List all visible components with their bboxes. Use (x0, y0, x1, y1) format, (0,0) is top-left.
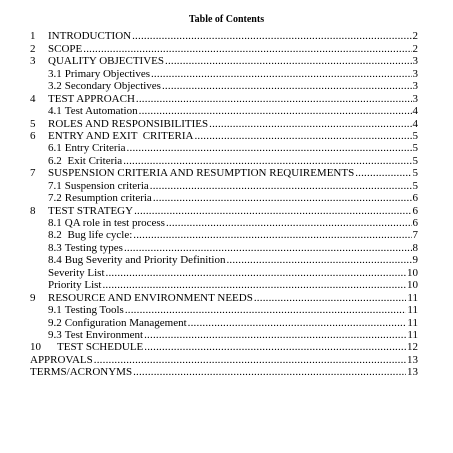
toc-entry[interactable] (30, 92, 418, 104)
toc-entry-page: 10 (407, 279, 418, 292)
toc-entry-label: QA role in test process (64, 217, 165, 229)
toc-entry-number: 6.1 (48, 142, 62, 155)
toc-entry-page: 3 (412, 80, 418, 93)
toc-entry-number: 8.4 (48, 254, 62, 267)
toc-entry[interactable] (30, 42, 418, 54)
toc-entry-page: 11 (407, 304, 418, 317)
toc-leader-dots (125, 304, 407, 316)
toc-entry-number: 9.1 (48, 304, 62, 317)
toc-entry-page: 6 (412, 217, 418, 229)
toc-entry-page: 2 (412, 30, 418, 43)
toc-entry-page: 6 (412, 204, 418, 217)
toc-entry[interactable] (30, 142, 418, 154)
toc-entry-page: 3 (412, 55, 418, 68)
toc-entry-label: Configuration Management (64, 316, 187, 329)
toc-entry[interactable] (30, 117, 418, 129)
toc-leader-dots (139, 105, 412, 117)
toc-entry-label: TERMS/ACRONYMS (30, 366, 133, 379)
toc-entry-label: Secondary Objectives (64, 80, 161, 93)
toc-entry[interactable] (30, 316, 418, 328)
toc-entry-page: 13 (407, 366, 418, 379)
toc-entry-number: 2 (30, 42, 36, 55)
toc-entry-label: ROLES AND RESPONSIBILITIES (48, 117, 209, 130)
toc-entry-page: 5 (412, 179, 418, 192)
toc-entry-number: 3 (30, 55, 36, 68)
toc-leader-dots (151, 68, 412, 80)
toc-entry-label: TEST APPROACH (48, 92, 135, 105)
toc-entry-label: Entry Criteria (64, 142, 126, 155)
toc-leader-dots (153, 192, 412, 204)
toc-entry-label: QUALITY OBJECTIVES (48, 55, 164, 68)
toc-leader-dots (144, 329, 406, 341)
toc-leader-dots (132, 30, 411, 42)
toc-entry-page: 2 (412, 42, 418, 55)
toc-entry-number: 9.2 (48, 316, 62, 329)
toc-leader-dots (94, 354, 406, 366)
toc-entry-number: 8 (30, 204, 36, 217)
toc-entry-number: 4 (30, 92, 36, 105)
toc-entry-number: 1 (30, 30, 36, 43)
toc-entry-page: 11 (407, 316, 418, 329)
toc-entry-page: 10 (407, 266, 418, 279)
toc-entry-number: 7.1 (48, 179, 62, 192)
toc-entry-number: 6.2 (48, 154, 62, 167)
toc-entry[interactable] (30, 341, 418, 353)
toc-entry-page: 7 (412, 229, 418, 242)
toc-entry[interactable] (30, 266, 418, 278)
toc-leader-dots (106, 267, 406, 279)
toc-entry[interactable] (30, 192, 418, 204)
toc-entry-page: 9 (412, 254, 418, 267)
toc-leader-dots (226, 254, 411, 266)
toc-leader-dots (83, 43, 411, 55)
toc-entry-number: 8.3 (48, 241, 62, 254)
toc-entry[interactable] (30, 366, 418, 378)
toc-entry-number: 3.1 (48, 67, 62, 80)
toc-entry-number: 9.3 (48, 328, 62, 341)
toc-entry[interactable] (30, 30, 418, 42)
toc-entry[interactable] (30, 254, 418, 266)
toc-entry-label: TEST STRATEGY (48, 204, 134, 217)
toc-entry[interactable] (30, 229, 418, 241)
toc-entry-label: Testing types (64, 241, 123, 254)
toc-leader-dots (355, 167, 411, 179)
toc-entry-page: 5 (412, 167, 418, 180)
toc-entry[interactable] (30, 241, 418, 253)
toc-leader-dots (254, 292, 407, 304)
toc-entry-number: 10 (30, 341, 41, 354)
toc-list (30, 30, 418, 378)
toc-entry-label: SCOPE (48, 42, 83, 55)
toc-entry-number: 4.1 (48, 105, 62, 118)
toc-entry-page: 11 (407, 291, 418, 304)
toc-entry-label: Severity List (48, 266, 105, 279)
toc-entry-number: 7.2 (48, 192, 62, 205)
toc-entry-label: SUSPENSION CRITERIA AND RESUMPTION REQUIREMENTS (48, 167, 355, 180)
toc-leader-dots (209, 118, 411, 130)
toc-leader-dots (134, 205, 411, 217)
toc-entry-label: Test Environment (64, 328, 144, 341)
toc-entry-label: INTRODUCTION (48, 30, 132, 43)
toc-entry-label: RESOURCE AND ENVIRONMENT NEEDS (48, 291, 253, 304)
toc-title: Table of Contents (188, 14, 265, 25)
toc-entry[interactable] (30, 179, 418, 191)
toc-entry-label: Exit Criteria (64, 154, 123, 167)
toc-entry-number: 9 (30, 291, 36, 304)
toc-entry[interactable] (30, 353, 418, 365)
toc-leader-dots (144, 341, 406, 353)
toc-leader-dots (123, 155, 411, 167)
toc-entry-label: Testing Tools (64, 304, 124, 317)
toc-entry-page: 3 (412, 92, 418, 105)
toc-entry-page: 6 (412, 192, 418, 205)
toc-entry-label: APPROVALS (30, 353, 93, 366)
toc-leader-dots (127, 142, 412, 154)
toc-entry[interactable] (30, 80, 418, 92)
toc-entry-label: Test Automation (64, 105, 138, 118)
toc-leader-dots (150, 180, 412, 192)
toc-entry[interactable] (30, 154, 418, 166)
toc-leader-dots (194, 130, 411, 142)
toc-leader-dots (102, 279, 406, 291)
toc-entry-number: 5 (30, 117, 36, 130)
toc-leader-dots (136, 93, 412, 105)
toc-leader-dots (133, 229, 411, 241)
toc-entry-number: 8.1 (48, 217, 62, 229)
toc-entry-label: Primary Objectives (64, 67, 150, 80)
toc-entry-page: 5 (412, 154, 418, 167)
toc-entry-page: 8 (412, 241, 418, 254)
toc-leader-dots (165, 55, 412, 67)
toc-entry-page: 5 (412, 129, 418, 142)
toc-entry-label: Bug Severity and Priority Definition (64, 254, 226, 267)
toc-entry[interactable] (30, 130, 418, 142)
toc-entry[interactable] (30, 279, 418, 291)
toc-entry[interactable] (30, 167, 418, 179)
toc-entry-page: 5 (412, 142, 418, 155)
toc-entry[interactable] (30, 291, 418, 303)
toc-entry-page: 13 (407, 353, 418, 366)
toc-entry-number: 3.2 (48, 80, 62, 93)
toc-entry-number: 8.2 (48, 229, 62, 242)
toc-entry-label: Bug life cycle: (64, 229, 133, 242)
toc-entry-page: 3 (412, 67, 418, 80)
toc-entry-page: 4 (412, 105, 418, 118)
toc-entry[interactable] (30, 55, 418, 67)
toc-entry-page: 11 (407, 328, 418, 341)
toc-entry-label: Suspension criteria (64, 179, 149, 192)
toc-entry-label: Priority List (48, 279, 102, 292)
toc-entry-number: 6 (30, 129, 36, 142)
toc-entry[interactable] (30, 105, 418, 117)
toc-leader-dots (166, 217, 412, 229)
toc-leader-dots (188, 317, 407, 329)
toc-entry-label: TEST SCHEDULE (57, 341, 144, 354)
toc-entry-page: 12 (407, 341, 418, 354)
toc-entry[interactable] (30, 304, 418, 316)
toc-entry[interactable] (30, 67, 418, 79)
toc-entry-page: 4 (412, 117, 418, 130)
toc-leader-dots (133, 366, 406, 378)
toc-leader-dots (162, 80, 412, 92)
toc-entry[interactable] (30, 217, 418, 229)
toc-entry-label: ENTRY AND EXIT CRITERIA (48, 129, 194, 142)
toc-entry[interactable] (30, 204, 418, 216)
toc-entry[interactable] (30, 329, 418, 341)
toc-entry-label: Resumption criteria (64, 192, 152, 205)
toc-entry-number: 7 (30, 167, 36, 180)
toc-leader-dots (124, 242, 412, 254)
